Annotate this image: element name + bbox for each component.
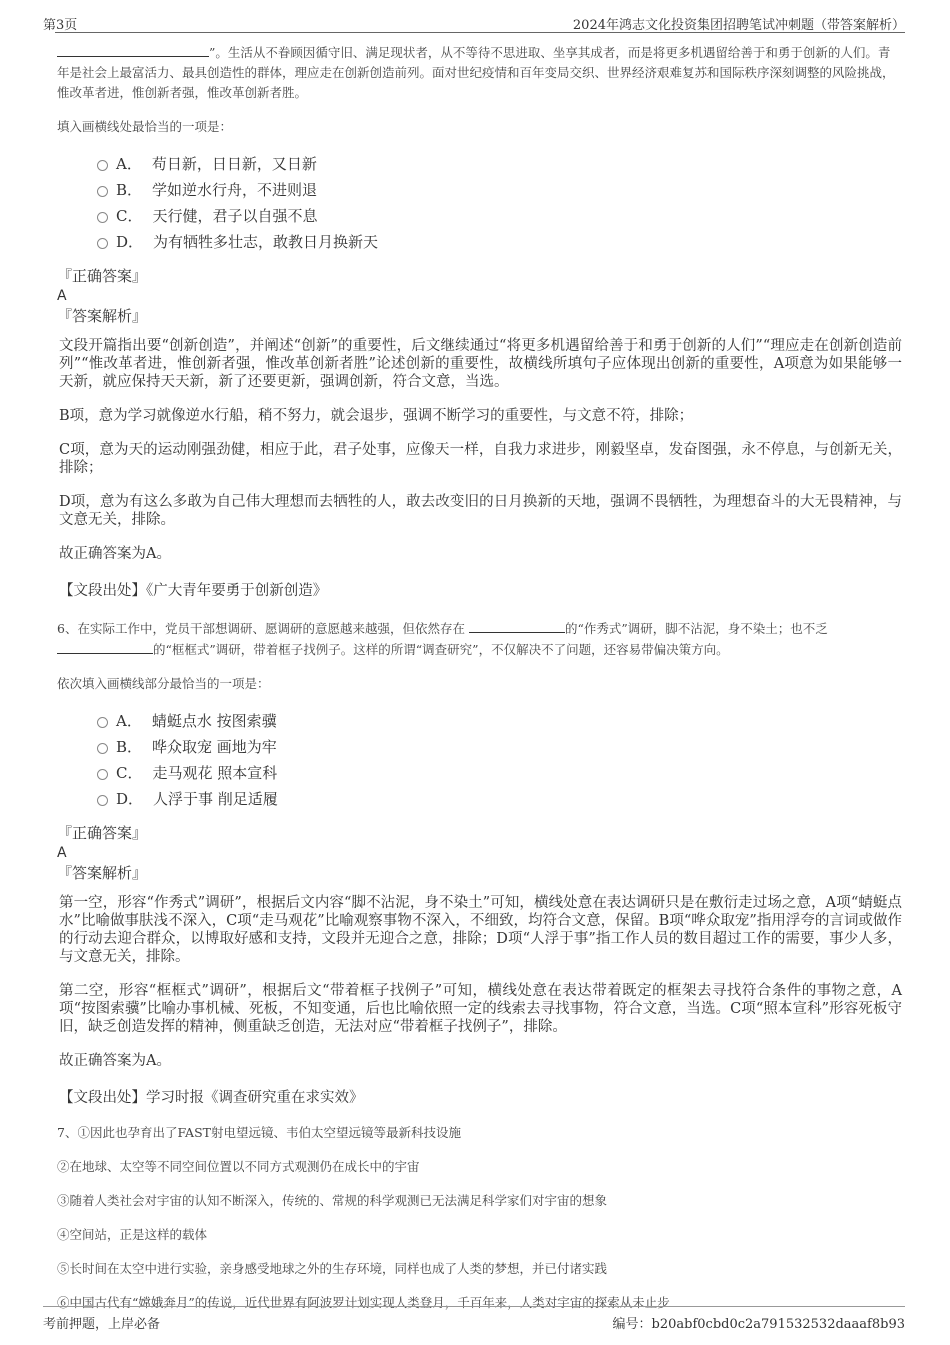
q5-option-b[interactable]: B． 学如逆水行舟，不进则退: [97, 177, 902, 203]
q5-prompt: 填入画横线处最恰当的一项是：: [57, 119, 233, 134]
q6-option-a[interactable]: A． 蜻蜓点水 按图索骥: [97, 708, 902, 734]
q5-option-c[interactable]: C． 天行健，君子以自强不息: [97, 203, 902, 229]
q5-correct-label: 『正确答案』: [57, 267, 148, 285]
radio-icon[interactable]: [97, 238, 108, 249]
footer-slogan: 考前押题，上岸必备: [43, 1317, 161, 1332]
q5-analysis-paragraph: B项，意为学习就像逆水行船，稍不努力，就会退步，强调不断学习的重要性，与文意不符，排除；: [59, 408, 694, 424]
q5-correct-answer: A: [57, 288, 67, 304]
q7-item: ③随着人类社会对宇宙的认知不断深入，传统的、常规的科学观测已无法满足科学家们对宇宙的想象: [57, 1193, 608, 1208]
q6-correct-answer: A: [57, 845, 67, 861]
q6-analysis-paragraph: 第一空，形容“作秀式”调研”，根据后文内容“脚不沾泥，身不染土”可知，横线处意在表达调研只是在敷衍走过场之意，A项“蜻蜓点水”比喻做事肤浅不深入，C项“走马观花”比喻观察事物不深入，不细致，均符合文意，保留。B项“哗众取宠”指用浮夸的言词或做作的行动去迎合群众，以博取好感和支持，文段并无迎合之意，排除；D项“人浮于事”指工作人员的数目超过工作的需要，事少人多，与文意无关，排除。: [59, 895, 902, 965]
q6-source: 【文段出处】学习时报《调查研究重在求实效》: [59, 1090, 364, 1106]
q6-option-d[interactable]: D． 人浮于事 削足适履: [97, 786, 902, 812]
q5-passage: ”。生活从不眷顾因循守旧、满足现状者，从不等待不思进取、坐享其成者，而是将更多机遇留给善于和勇于创新的人们。青年是社会上最富活力、最具创造性的群体，理应走在创新创造前列。面对世纪疫情和百年变局交织、世界经济艰难复苏和国际秩序深刻调整的风险挑战，惟改革者进，惟创新者强，惟改革创新者胜。: [57, 42, 902, 103]
q6-analysis-label: 『答案解析』: [57, 864, 148, 882]
q5-option-d[interactable]: D． 为有牺牲多壮志，敢教日月换新天: [97, 229, 902, 255]
q6-prompt: 依次填入画横线部分最恰当的一项是：: [57, 676, 270, 691]
q5-options: [97, 151, 902, 255]
q5-analysis-paragraph: D项，意为有这么多敢为自己伟大理想而去牺牲的人，敢去改变旧的日月换新的天地，强调不畏牺牲，为理想奋斗的大无畏精神，与文意无关，排除。: [59, 494, 902, 528]
page-number: 第3页: [43, 18, 78, 33]
radio-icon[interactable]: [97, 717, 108, 728]
radio-icon[interactable]: [97, 212, 108, 223]
q6-blank-2: [57, 639, 153, 654]
document-id: 编号：b20abf0cbd0c2a791532532daaaf8b93: [612, 1317, 905, 1332]
q5-analysis-paragraph: C项，意为天的运动刚强劲健，相应于此，君子处事，应像天一样，自我力求进步，刚毅坚卓，发奋图强，永不停息，与创新无关，排除；: [59, 442, 902, 476]
page-header: [43, 10, 905, 33]
q7-item: ④空间站，正是这样的载体: [57, 1227, 208, 1242]
radio-icon[interactable]: [97, 769, 108, 780]
q6-correct-label: 『正确答案』: [57, 824, 148, 842]
q5-blank: [57, 42, 209, 57]
q5-analysis-label: 『答案解析』: [57, 307, 148, 325]
q7-item: 7、①因此也孕育出了FAST射电望远镜、韦伯太空望远镜等最新科技设施: [57, 1125, 461, 1140]
q5-source: 【文段出处】《广大青年要勇于创新创造》: [59, 583, 328, 599]
q6-option-c[interactable]: C． 走马观花 照本宣科: [97, 760, 902, 786]
q5-option-a[interactable]: A． 苟日新，日日新，又日新: [97, 151, 902, 177]
document-body: [57, 42, 902, 1329]
radio-icon[interactable]: [97, 795, 108, 806]
q7-item: ⑥中国古代有“嫦娥奔月”的传说，近代世界有阿波罗计划实现人类登月，千百年来，人类对宇宙的探索从未止步: [57, 1295, 670, 1310]
q6-passage: 6、在实际工作中，党员干部想调研、愿调研的意愿越来越强，但依然存在 的“作秀式”调研，脚不沾泥，身不染土；也不乏 的“框框式”调研，带着框子找例子。这样的所谓“调查研究”，不仅解决不了问题，还容易带偏决策方向。: [57, 618, 902, 660]
radio-icon[interactable]: [97, 186, 108, 197]
q6-conclusion: 故正确答案为A。: [59, 1053, 171, 1069]
page-footer: [43, 1306, 905, 1331]
document-title: 2024年鸿志文化投资集团招聘笔试冲刺题（带答案解析）: [572, 18, 905, 33]
q6-options: [97, 708, 902, 812]
q7-item: ②在地球、太空等不同空间位置以不同方式观测仍在成长中的宇宙: [57, 1159, 420, 1174]
q6-analysis-paragraph: 第二空，形容“框框式”调研”，根据后文“带着框子找例子”可知，横线处意在表达带着既定的框架去寻找符合条件的事物之意，A项“按图索骥”比喻办事机械、死板，不知变通，后也比喻依照一定的线索去寻找事物，符合文意，当选。C项“照本宣科”形容死板守旧，缺乏创造发挥的精神，侧重缺乏创造，无法对应“带着框子找例子”，排除。: [59, 983, 902, 1035]
q6-option-b[interactable]: B． 哗众取宠 画地为牢: [97, 734, 902, 760]
q5-conclusion: 故正确答案为A。: [59, 546, 171, 562]
q6-blank-1: [469, 618, 565, 633]
radio-icon[interactable]: [97, 160, 108, 171]
q5-analysis-paragraph: 文段开篇指出要“创新创造”，并阐述“创新”的重要性，后文继续通过“将更多机遇留给善于和勇于创新的人们”“理应走在创新创造前列”“惟改革者进，惟创新者强，惟改革创新者胜”论述创新的重要性，故横线所填句子应体现出创新的重要性，A项意为如果能够一天新，就应保持天天新，新了还要更新，强调创新，符合文意，当选。: [59, 338, 902, 390]
radio-icon[interactable]: [97, 743, 108, 754]
q7-item: ⑤长时间在太空中进行实验，亲身感受地球之外的生存环境，同样也成了人类的梦想，并已付诸实践: [57, 1261, 608, 1276]
